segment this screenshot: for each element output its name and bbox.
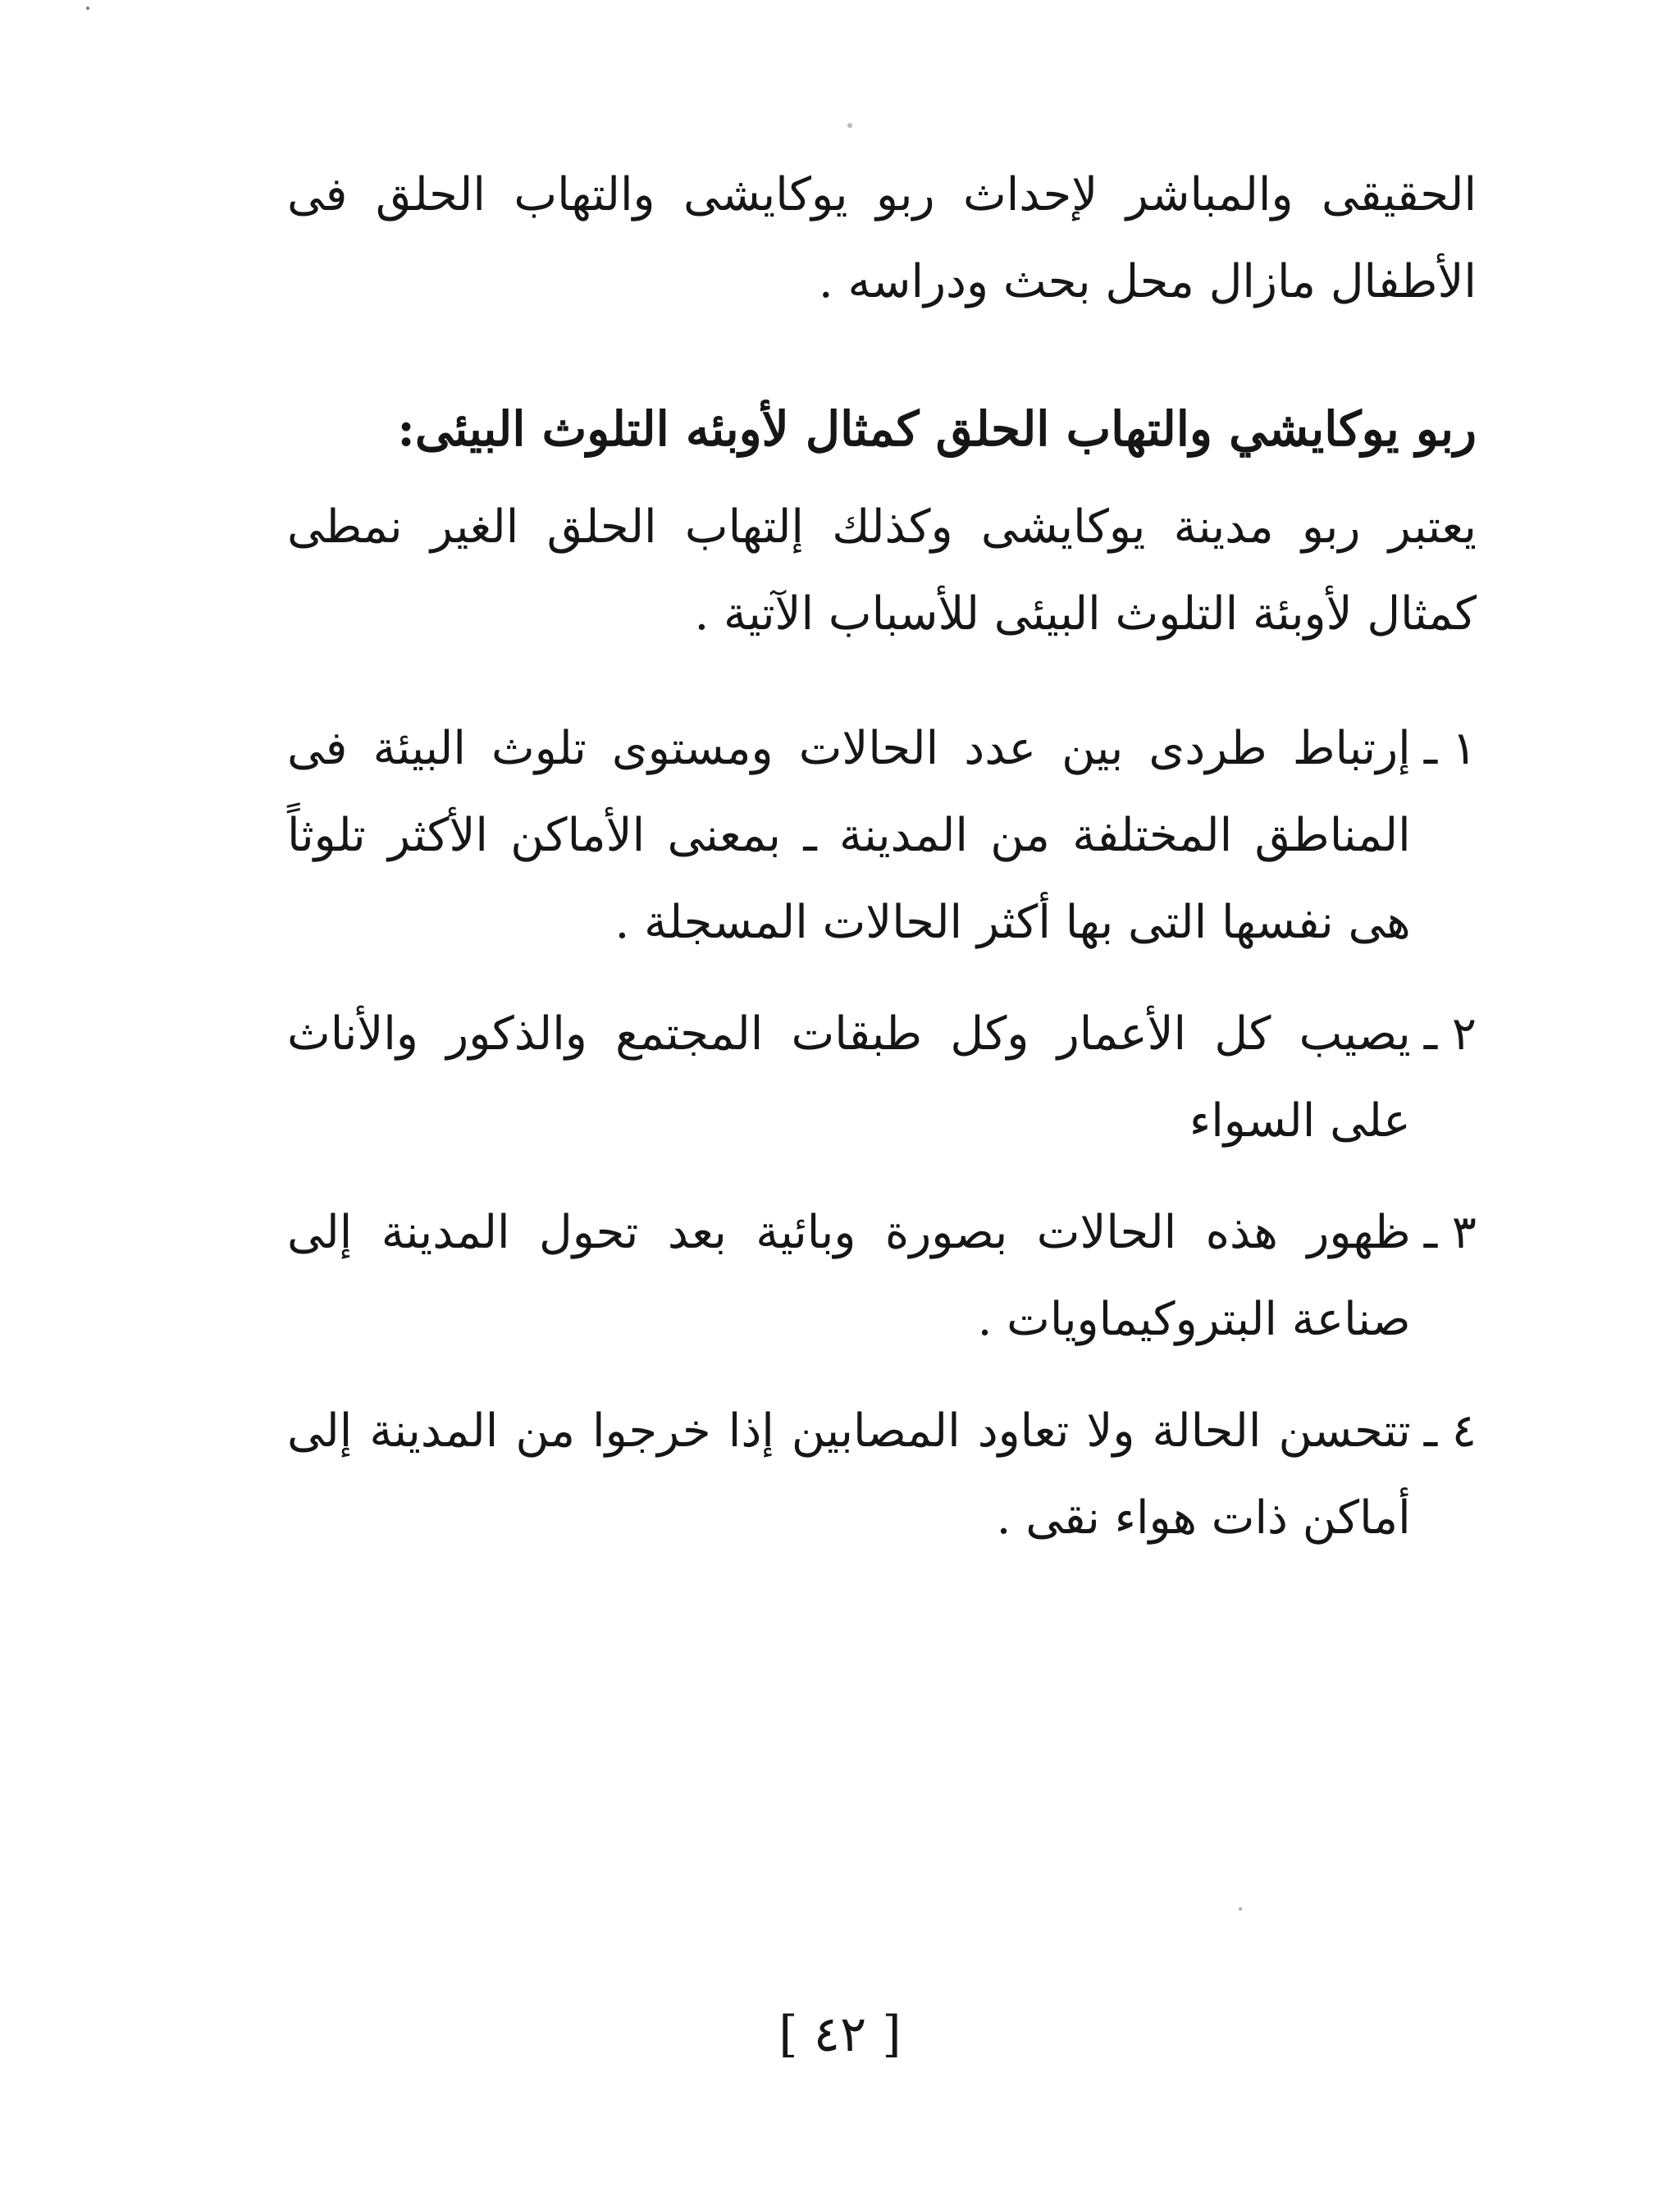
list-item-number: ١ ـ (1423, 722, 1477, 775)
list-item (287, 991, 1477, 1165)
list-item-number: ٤ ـ (1423, 1404, 1477, 1458)
page-number: [ ٤٢ ] (778, 2006, 902, 2063)
main-paragraph-text: يعتبر ربو مدينة يوكايشى وكذلك إلتهاب الحلق الغير نمطى كمثال لأوبئة التلوث البيئى للأسباب الآتية . (287, 500, 1477, 641)
list-item (287, 705, 1477, 966)
list-item (287, 1189, 1477, 1363)
intro-paragraph-text: الحقيقى والمباشر لإحداث ربو يوكايشى والتهاب الحلق فى الأطفال مازال محل بحث ودراسه . (287, 168, 1477, 308)
section-heading-text: ربو يوكايشي والتهاب الحلق كمثال لأوبئه التلوث البيئى: (397, 401, 1477, 457)
intro-paragraph (287, 152, 1477, 326)
scan-speck (847, 123, 852, 128)
list-item-text: تتحسن الحالة ولا تعاود المصابين إذا خرجوا من المدينة إلى أماكن ذات هواء نقى . (287, 1404, 1411, 1545)
list-item-text: ظهور هذه الحالات بصورة وبائية بعد تحول المدينة إلى صناعة البتروكيماويات . (287, 1206, 1411, 1346)
scan-speck (86, 7, 89, 10)
section-heading (287, 386, 1477, 473)
scan-speck (1239, 1907, 1242, 1911)
list-item (287, 1388, 1477, 1562)
list-item-text: يصيب كل الأعمار وكل طبقات المجتمع والذكور والأناث على السواء (287, 1007, 1411, 1148)
causes-list (287, 705, 1477, 1562)
list-item-number: ٢ ـ (1423, 1007, 1477, 1061)
main-paragraph (287, 484, 1477, 658)
list-item-text: إرتباط طردى بين عدد الحالات ومستوى تلوث البيئة فى المناطق المختلفة من المدينة ـ بمعنى الأماكن الأكثر تلوثاً هى نفسها التى بها أكثر الحالات المسجلة . (287, 722, 1411, 949)
list-item-number: ٣ ـ (1423, 1206, 1477, 1259)
